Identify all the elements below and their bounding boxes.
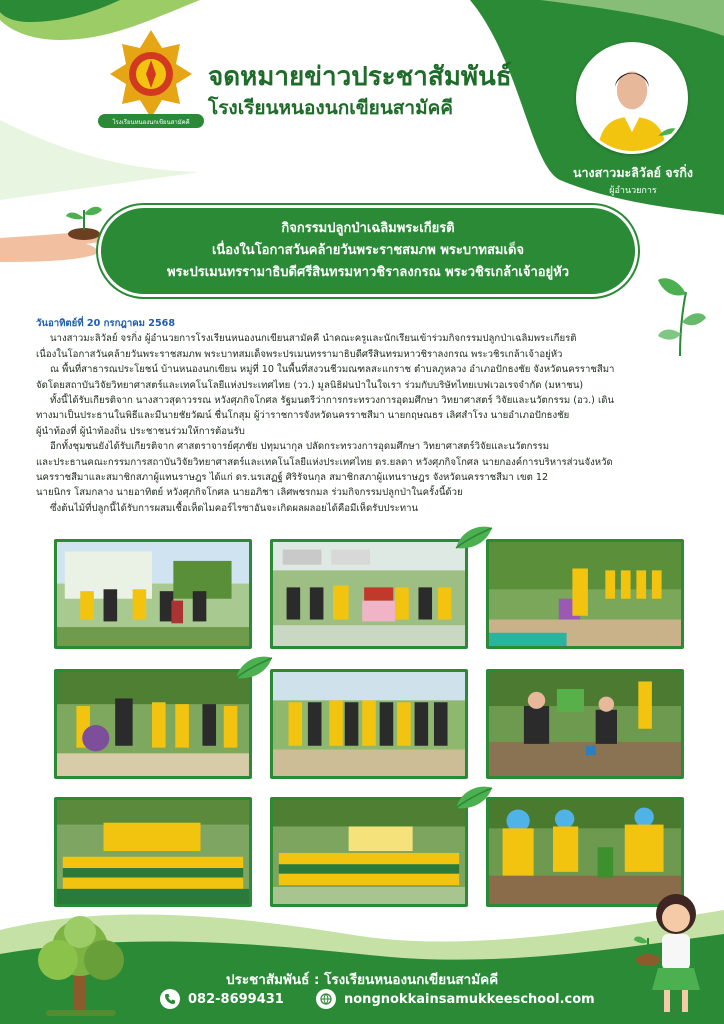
event-photo-1 — [54, 539, 252, 649]
event-photo-5 — [270, 669, 468, 779]
article-line: ซึ่งต้นไม้ที่ปลูกนี้ได้รับการผสมเชื้อเห็ดไมคอร์ไรซาอันจะเกิดผลผลอยได้คือมีเห็ดรับประทาน — [50, 502, 419, 514]
phone-icon — [160, 989, 180, 1009]
phone-number[interactable]: 082-8699431 — [188, 991, 284, 1007]
event-photo-2 — [270, 539, 468, 649]
leaf-decoration — [232, 652, 276, 682]
globe-icon — [316, 989, 336, 1009]
director-photo — [576, 42, 688, 154]
footer-website — [316, 989, 595, 1009]
director-role: ผู้อำนวยการ — [609, 186, 657, 196]
school-name: โรงเรียนหนองนกเขียนสามัคคี — [208, 97, 454, 119]
article-line: และประธานคณะกรรมการสถาบันวิจัยวิทยาศาสตร์และเทคโนโลยีแห่งประเทศไทย ดร.ยลดา หวังศุภกิจโกศล นายกองค์การบริหารส่วนจังหวัด — [36, 456, 613, 468]
newsletter-title: จดหมายข่าวประชาสัมพันธ์ — [208, 62, 512, 92]
tree-illustration — [28, 912, 132, 1018]
footer-phone — [160, 989, 284, 1009]
article-line: เนื่องในโอกาสวันคล้ายวันพระราชสมภพ พระบาทสมเด็จพระปรเมนทรรามาธิบดีศรีสินทรมหาวชิราลงกรณ พระวชิรเกล้าเจ้าอยู่หัว — [36, 348, 563, 360]
article-line: ทางมาเป็นประธานในพิธีและมีนายชัยวัฒน์ ชื่นโกสุม ผู้ว่าราชการจังหวัดนครราชสีมา นายกฤษณธร เลิศสำโรง นายอำเภอปักธงชัย — [36, 410, 570, 422]
activity-title-banner — [98, 205, 638, 297]
banner-line-2: เนื่องในโอกาสวันคล้ายวันพระราชสมภพ พระบาทสมเด็จ — [211, 243, 525, 258]
article-line: ทั้งนี้ได้รับเกียรติจาก นางสาวสุดาวรรณ หวังศุภกิจโกศล รัฐมนตรีว่าการกระทรวงการอุดมศึกษา วิทยาศาสตร์ วิจัยและนวัตกรรม (อว.) เดิน — [50, 395, 615, 407]
logo-caption: โรงเรียนหนองนกเขียนสามัคคี — [112, 119, 190, 126]
footer-pr-title: ประชาสัมพันธ์ : โรงเรียนหนองนกเขียนสามัคคี — [226, 972, 499, 988]
article-line: นางสาวมะลิวัลย์ จรกิ่ง ผู้อำนวยการโรงเรียนหนองนกเขียนสามัคคี นำคณะครูและนักเรียนเข้าร่วมกิจกรรมปลูกป่าเฉลิมพระเกียรติ — [50, 333, 577, 345]
school-logo — [92, 26, 210, 132]
banner-line-1: กิจกรรมปลูกป่าเฉลิมพระเกียรติ — [281, 221, 455, 236]
article-date: วันอาทิตย์ที่ 20 กรกฎาคม 2568 — [36, 318, 176, 329]
director-name: นางสาวมะลิวัลย์ จรกิ่ง — [572, 165, 693, 180]
article-line: จัดโดยสถาบันวิจัยวิทยาศาสตร์และเทคโนโลยีแห่งประเทศไทย (วว.) มูลนิธิฝนป่าในใจเรา ร่วมกับบริษัทไทยเบฟเวอเรจจำกัด (มหาชน) — [36, 379, 584, 391]
event-photo-4 — [54, 669, 252, 779]
article-body — [36, 316, 696, 516]
leaf-decoration — [452, 782, 496, 812]
website-link[interactable]: nongnokkainsamukkeeschool.com — [344, 991, 595, 1007]
article-line: ผู้นำท้องที่ ผู้นำท้องถิ่น ประชาชนร่วมให้การต้อนรับ — [36, 425, 245, 437]
leaf-decoration — [452, 522, 496, 552]
article-line: ณ พื้นที่สาธารณประโยชน์ บ้านหนองนกเขียน หมู่ที่ 10 ในพื้นที่สงวนชีวมณฑลสะแกราช ตำบลภูหลวง อำเภอปักธงชัย จังหวัดนครราชสีมา — [50, 364, 615, 376]
article-line: นายนิกร โสมกลาง นายอาทิตย์ หวังศุภกิจโกศล นายอภิชา เลิศพชรกมล ร่วมกิจกรรมปลูกป่าในครั้งนี้ด้วย — [36, 487, 463, 499]
girl-holding-plant-illustration — [628, 888, 714, 1020]
event-photo-3 — [486, 539, 684, 649]
event-photo-6 — [486, 669, 684, 779]
article-line: อีกทั้งชุมชนยังได้รับเกียรติจาก ศาสตราจารย์ศุภชัย ปทุมนากุล ปลัดกระทรวงการอุดมศึกษา วิทยาศาสตร์วิจัยและนวัตกรรม — [50, 441, 550, 453]
banner-line-3: พระปรเมนทรรามาธิบดีศรีสินทรมหาวชิราลงกรณ พระวชิรเกล้าเจ้าอยู่หัว — [166, 265, 570, 280]
article-line: นครราชสีมาและสมาชิกสภาผู้แทนราษฎร ได้แก่ ดร.นรเสฏฐ์ ศิริรัจนกุล สมาชิกสภาผู้แทนราษฎร จังหวัดนครราชสีมา เขต 12 — [36, 472, 549, 484]
